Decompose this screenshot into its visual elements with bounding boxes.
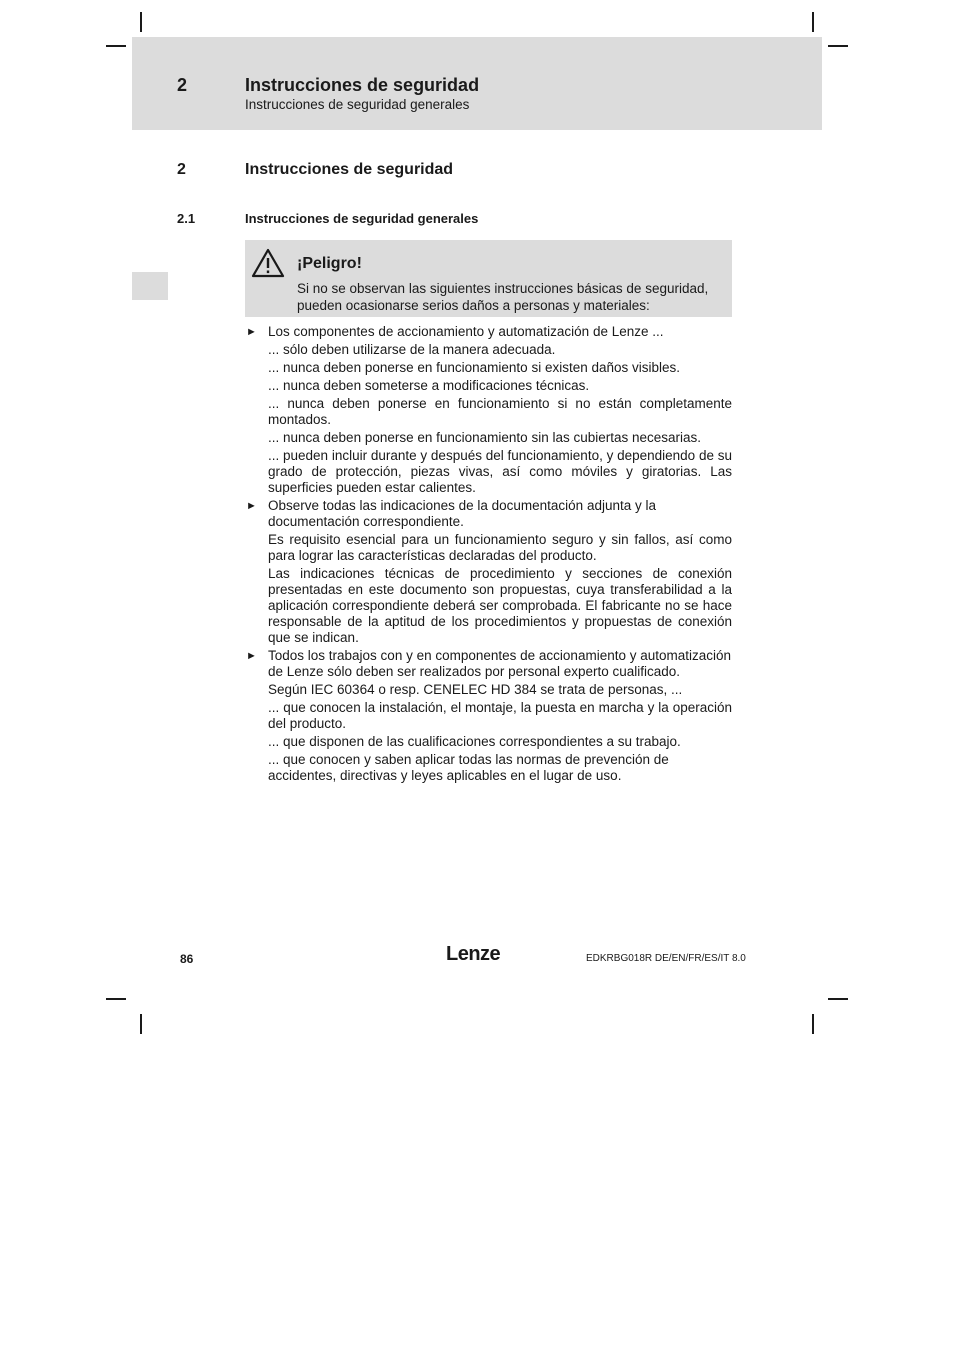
crop-mark <box>140 1014 142 1034</box>
section-number: 2 <box>177 161 186 178</box>
crop-mark <box>106 998 126 1000</box>
warning-icon <box>251 248 285 278</box>
side-tab-marker <box>132 272 168 300</box>
crop-mark <box>106 45 126 47</box>
page-number: 86 <box>180 952 194 966</box>
chapter-subtitle: Instrucciones de seguridad generales <box>245 97 470 112</box>
sub-item: Según IEC 60364 o resp. CENELEC HD 384 se trata de personas, ... <box>268 682 683 697</box>
crop-mark <box>812 1014 814 1034</box>
sub-item: ... sólo deben utilizarse de la manera adecuada. <box>268 342 556 357</box>
bullet-text: Todos los trabajos con y en componentes de accionamiento y automatización de Lenze sólo deben ser realizados por personal experto cualificado. <box>268 648 732 679</box>
sub-item: ... que conocen la instalación, el montaje, la puesta en marcha y la operación del producto. <box>268 700 732 731</box>
subsection-title: Instrucciones de seguridad generales <box>245 211 479 226</box>
sub-item: Es requisito esencial para un funcionamiento seguro y sin fallos, así como para lograr las características declaradas del producto. <box>268 532 732 563</box>
lenze-logo: Lenze <box>446 943 501 965</box>
chapter-title: Instrucciones de seguridad <box>245 75 480 95</box>
sub-item: ... nunca deben ponerse en funcionamiento si no están completamente montados. <box>268 396 732 427</box>
danger-text: Si no se observan las siguientes instrucciones básicas de seguridad, pueden ocasionarse serios daños a personas y materiales: <box>297 281 709 313</box>
bullet-item <box>245 648 732 680</box>
bullet-arrow-icon: ► <box>246 326 257 338</box>
bullet-arrow-icon: ► <box>246 500 257 512</box>
bullet-arrow-icon: ► <box>246 650 257 662</box>
sub-item: ... nunca deben someterse a modificaciones técnicas. <box>268 378 590 393</box>
safety-instructions <box>245 322 732 784</box>
chapter-number: 2 <box>177 75 188 95</box>
bullet-item <box>245 324 732 340</box>
crop-mark <box>828 45 848 47</box>
crop-mark <box>140 12 142 32</box>
subsection-number: 2.1 <box>177 211 196 226</box>
sub-item: ... nunca deben ponerse en funcionamiento si existen daños visibles. <box>268 360 681 375</box>
bullet-item <box>245 498 732 530</box>
sub-item: ... nunca deben ponerse en funcionamiento sin las cubiertas necesarias. <box>268 430 702 445</box>
sub-item: Las indicaciones técnicas de procedimiento y secciones de conexión presentadas en este documento son propuestas, cuya transferabilidad a la aplicación correspondiente deberá ser comprobada. El fabricante no se hace responsable de la aptitud de los procedimientos y propuestas de conexión que se indican. <box>268 566 732 645</box>
crop-mark <box>828 998 848 1000</box>
sub-item: ... que conocen y saben aplicar todas las normas de prevención de accidentes, directivas y leyes aplicables en el lugar de uso. <box>268 752 669 783</box>
danger-title: ¡Peligro! <box>297 255 362 272</box>
document-code: EDKRBG018R DE/EN/FR/ES/IT 8.0 <box>586 953 746 964</box>
section-title: Instrucciones de seguridad <box>245 161 454 178</box>
bullet-text: Los componentes de accionamiento y automatización de Lenze ... <box>268 324 664 339</box>
bullet-text: Observe todas las indicaciones de la documentación adjunta y la documentación correspondiente. <box>268 498 656 529</box>
sub-item: ... pueden incluir durante y después del funcionamiento, y dependiendo de su grado de protección, piezas vivas, así como móviles y giratorias. Las superficies pueden estar calientes. <box>268 448 732 495</box>
sub-item: ... que disponen de las cualificaciones correspondientes a su trabajo. <box>268 734 681 749</box>
crop-mark <box>812 12 814 32</box>
